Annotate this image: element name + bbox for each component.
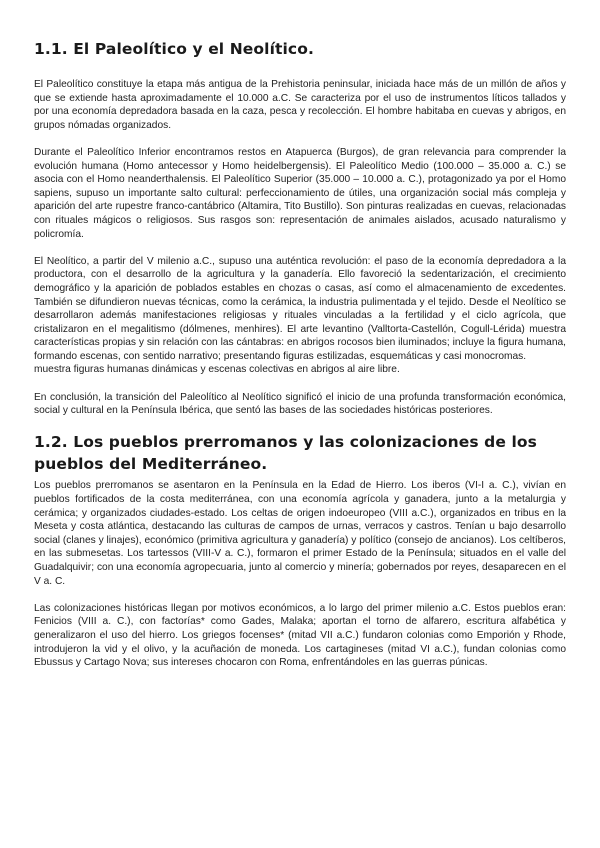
section-2-paragraph-1: Los pueblos prerromanos se asentaron en la Península en la Edad de Hierro. Los iberos (VI-I a. C.), vivían en pueblos fortificados de la costa mediterránea, con una economía agrícola y ganadera, junto a la metalurgia y cerámica; y organizados ciudades-estado. Los celtas de origen indoeuropeo (VIII a.C.), organizados en tribus en la Meseta y costa atlántica, destacando las culturas de campos de urnas, verracos y castros. Tenían u bajo desarrollo social (clanes y linajes), económico (primitiva agricultura y ganadería) y político (consejo de ancianos). Los celtíberos, en las submesetas. Los tartessos (VIII-V a. C.), formaron el primer Estado de la Península; situados en el valle del Guadalquivir; con una economía agropecuaria, junto al comercio y minería; gobernados por reyes, desaparecen en el V a. C. <box>34 480 566 587</box>
section-1-paragraph-2: Durante el Paleolítico Inferior encontramos restos en Atapuerca (Burgos), de gran relevancia para comprender la evolución humana (Homo antecessor y Homo heidelbergensis). El Paleolítico Medio (100.000 – 35.000 a. C.) se asocia con el Homo neanderthalensis. El Paleolítico Superior (35.000 – 10.000 a. C.), protagonizado ya por el Homo sapiens, supuso un importante salto cultural: perfeccionamiento de útiles, una organización social más compleja y aparición del arte rupestre franco-cantábrico (Altamira, Tito Bustillo). Son pinturas realizadas en cuevas, relacionadas con rituales mágicos o religiosos. Sus rasgos son: representación de animales aislados, acusado naturalismo y policromía. <box>34 146 566 240</box>
section-2-paragraph-2: Las colonizaciones históricas llegan por motivos económicos, a lo largo del primer milenio a.C. Estos pueblos eran: Fenicios (VIII a. C.), con factorías* como Gades, Malaka; aportan el torno de alfarero, escritura alfabética y generalizaron el uso del hierro. Los griegos focenses* (mitad VII a.C.) fundaron colonias como Emporión y Rhode, introdujeron la vid y el olivo, y la acuñación de moneda. Los cartagineses (mitad VI a.C.), fundan colonias como Ebussus y Cartago Nova; sus intereses chocaron con Roma, enfrentándoles en las guerras púnicas. <box>34 602 566 669</box>
section-1-paragraph-1: El Paleolítico constituye la etapa más antigua de la Prehistoria peninsular, iniciada hace más de un millón de años y que se extiende hasta aproximadamente el 10.000 a.C. Se caracteriza por el uso de instrumentos líticos tallados y por una economía depredadora basada en la caza, pesca y recolección. El hombre habitaba en cuevas y abrigos, en grupos nómadas organizados. <box>34 79 566 131</box>
section-1-conclusion: En conclusión, la transición del Paleolítico al Neolítico significó el inicio de una profunda transformación económica, social y cultural en la Península Ibérica, que sentó las bases de las sociedades históricas posteriores. <box>34 391 566 417</box>
document-page <box>34 38 566 683</box>
section-1-paragraph-3: El Neolítico, a partir del V milenio a.C., supuso una auténtica revolución: el paso de la economía depredadora a la productora, con el desarrollo de la agricultura y la ganadería. Ello favoreció la sedentarización, el crecimiento demográfico y la aparición de poblados estables en chozas o casas, así como el almacenamiento de excedentes. También se difundieron nuevas técnicas, como la cerámica, la industria pulimentada y el tejido. Desde el Neolítico se desarrollaron además manifestaciones religiosas y rituales vinculadas a la fertilidad y el ciclo agrícola, que cristalizaron en el megalitismo (dólmenes, menhires). El arte levantino (Valltorta-Castellón, Cogull-Lérida) muestra características propias y sin relación con las cántabras: en abrigos rocosos bien iluminados; incluye la figura humana, formando escenas, con sentido narrativo; presentando figuras estilizadas, esquemáticas y casi monocromas. <box>34 255 566 362</box>
section-1-heading: 1.1. El Paleolítico y el Neolítico. <box>34 40 314 58</box>
section-1-paragraph-3-continuation: muestra figuras humanas dinámicas y escenas colectivas en abrigos al aire libre. <box>34 364 400 376</box>
section-2-heading: 1.2. Los pueblos prerromanos y las colonizaciones de los pueblos del Mediterráneo. <box>34 433 537 474</box>
